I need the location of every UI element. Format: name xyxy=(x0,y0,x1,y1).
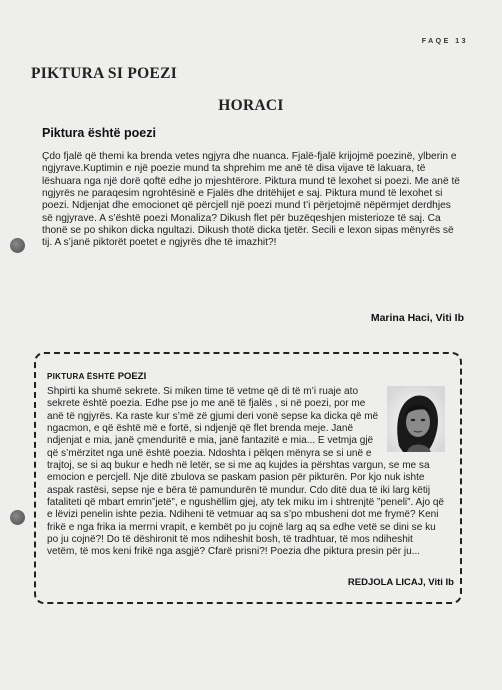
article-body: Çdo fjalë që themi ka brenda vetes ngjyra dhe nuanca. Fjalë-fjalë krijojmë poezinë, ylberin e ngjyrave.Kuptimin e një poezie mund ta shprehim me anë të disa vijave të lakuara, të lëshuara nga një dorë qoftë edhe jo mjeshtërore. Piktura mund të lexohet si poezi. Me anë të ngjyrës ne paraqesim ngrohtësinë e Fjalës dhe dritëhijet e saj. Piktura mund të lexohet si poezi. Ndjenjat dhe emocionet që përcjell një poezi mund t’i përjetojmë nëpërmjet derdhjes së ngjyrave. A s’është poezi Monaliza? Dikush flet për buzëqeshjen misterioze të saj. Ca thonë se po shikon dicka ngultazi. Dikush thotë dicka tjetër. Secili e lexon sipas mënyrës së tij. A s’janë piktorët poetet e ngjyrës dhe të imazhit?! xyxy=(42,151,460,249)
author-photo xyxy=(387,386,445,452)
box-text-wrap xyxy=(47,386,445,559)
box-title-caps: PIKTURA ËSHTË xyxy=(47,372,116,381)
section-subtitle: HORACI xyxy=(218,97,284,114)
box-title-word: POEZI xyxy=(117,371,147,382)
box-title xyxy=(47,371,146,382)
punch-hole-top xyxy=(10,238,25,253)
section-title: PIKTURA SI POEZI xyxy=(31,65,178,82)
punch-hole-bottom xyxy=(10,510,25,525)
article-title: Piktura është poezi xyxy=(42,126,156,140)
page-label: FAQE 13 xyxy=(421,38,468,45)
box-body: Shpirti ka shumë sekrete. Si miken time të vetme që di të m’i ruaje ato sekrete është poezia. Edhe pse jo me anë të fjalës , si në poezi, por me anë të ngjyrës. Ka raste kur s’më zë gjumi deri vonë sepse ka dicka që më ngacmon, e që është më e fortë, si ndjenjë që flet brenda meje. Janë ndjenjat e mia, janë çmenduritë e mia, janë fantazitë e mia... E vetmja gjë që s’mërzitet nga unë është poezia. Ndoshta i pëlqen mënyra se si unë e trajtoj, se si aq bukur e hedh në letër, se si me aq kujdes ia përshtas vargun, se me sa emocion e percjell. Nje ditë zbulova se paskam pasion për pikturën. Por kjo nuk ishte aspak rastësi, sepse nje e bëra të pamundurën të mundur. Cdo ditë dua të iki larg këtij fataliteti që mbart emrin”jetë”, e ngushëllim gjej, aty tek miku im i shtrenjtë ”peneli”. Ajo që e lëvizi penelin ishte pezia. Ndiheni të vetmuar aq sa s’po mbusheni dot me frymë? Keni frikë e nga frika ia merrni vrapit, e kembët po ju cojnë larg aq sa edhe vetë se dini se ku po ju cojnë?! Do të dëshironit të mos ndiheshit bosh, të tradhtuar, të mos ndiheshit vetëm, të mos keni frikë nga asgjë? Cfarë prisni?! Poezia dhe piktura presin për ju... xyxy=(47,386,445,558)
article-signature: Marina Haci, Viti Ib xyxy=(370,312,464,324)
box-signature: REDJOLA LICAJ, Viti Ib xyxy=(347,577,454,588)
